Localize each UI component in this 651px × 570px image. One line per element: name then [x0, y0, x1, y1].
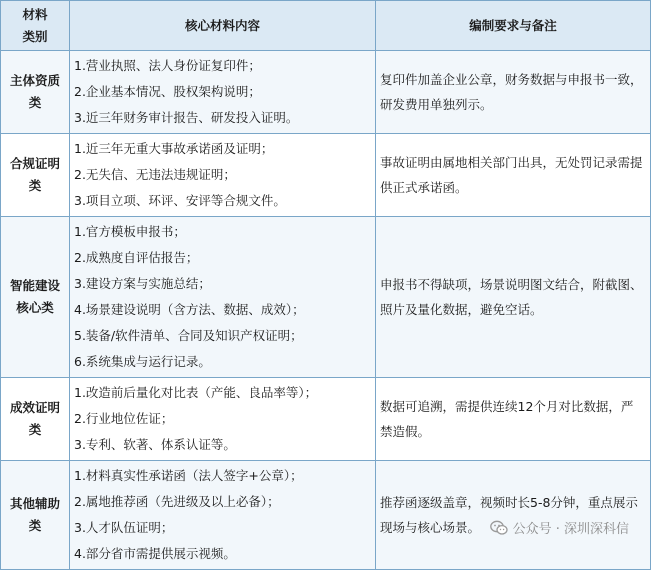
category-cell — [1, 134, 70, 217]
content-item: 4.场景建设说明（含方法、数据、成效）； — [74, 302, 305, 317]
requirement-note-cell: 事故证明由属地相关部门出具，无处罚记录需提供正式承诺函。 — [376, 134, 651, 217]
category-cell — [1, 461, 70, 570]
header-category — [1, 1, 70, 51]
content-item: 6.系统集成与运行记录。 — [74, 354, 211, 369]
requirement-note-cell: 数据可追溯，需提供连续12个月对比数据，严禁造假。 — [376, 378, 651, 461]
header-category-line1: 材料 — [22, 6, 48, 22]
content-item: 1.近三年无重大事故承诺函及证明； — [74, 141, 274, 156]
category-label-line: 类 — [28, 178, 42, 193]
content-item: 3.项目立项、环评、安评等合规文件。 — [74, 193, 286, 208]
watermark — [490, 518, 629, 537]
table-row — [1, 134, 651, 217]
category-label-line: 类 — [28, 422, 42, 437]
header-requirements: 编制要求与备注 — [376, 1, 651, 51]
core-content-cell — [70, 378, 376, 461]
core-content-cell — [70, 461, 376, 570]
core-content-cell — [70, 51, 376, 134]
category-cell — [1, 217, 70, 378]
content-item: 3.近三年财务审计报告、研发投入证明。 — [74, 110, 299, 125]
requirement-note-cell: 申报书不得缺项，场景说明图文结合，附截图、照片及量化数据，避免空话。 — [376, 217, 651, 378]
table-row — [1, 51, 651, 134]
content-item: 3.建设方案与实施总结； — [74, 276, 211, 291]
category-label-line: 类 — [28, 95, 42, 110]
content-item: 1.材料真实性承诺函（法人签字+公章）； — [74, 468, 303, 483]
header-category-line2: 类别 — [22, 28, 48, 44]
content-item: 3.人才队伍证明； — [74, 520, 174, 535]
watermark-text: 公众号 · 深圳深科信 — [512, 522, 629, 537]
core-content-cell — [70, 217, 376, 378]
content-item: 3.专利、软著、体系认证等。 — [74, 437, 236, 452]
category-label-line: 核心类 — [16, 300, 54, 315]
content-item: 2.成熟度自评估报告； — [74, 250, 199, 265]
content-item: 1.营业执照、法人身份证复印件； — [74, 58, 261, 73]
category-label-line: 智能建设 — [9, 278, 60, 293]
category-label-line: 其他辅助 — [9, 496, 60, 511]
category-label-line: 类 — [28, 518, 42, 533]
table-row — [1, 461, 651, 570]
table-row — [1, 378, 651, 461]
table-row — [1, 217, 651, 378]
content-item: 2.属地推荐函（先进级及以上必备）； — [74, 494, 280, 509]
core-content-cell — [70, 134, 376, 217]
content-item: 1.改造前后量化对比表（产能、良品率等）； — [74, 385, 318, 400]
content-item: 2.行业地位佐证； — [74, 411, 174, 426]
requirement-note-cell: 复印件加盖企业公章，财务数据与申报书一致，研发费用单独列示。 — [376, 51, 651, 134]
table-body — [1, 51, 651, 570]
content-item: 2.企业基本情况、股权架构说明； — [74, 84, 261, 99]
category-label-line: 主体资质 — [9, 73, 60, 88]
content-item: 2.无失信、无违法违规证明； — [74, 167, 236, 182]
content-item: 5.装备/软件清单、合同及知识产权证明； — [74, 328, 303, 343]
content-item: 1.官方模板申报书； — [74, 224, 186, 239]
wechat-icon — [490, 520, 508, 536]
category-label-line: 成效证明 — [9, 400, 60, 415]
content-item: 4.部分省市需提供展示视频。 — [74, 546, 236, 561]
requirement-note-cell: 推荐函逐级盖章，视频时长5-8分钟，重点展示现场与核心场景。 — [376, 461, 651, 570]
category-cell — [1, 378, 70, 461]
header-core-content: 核心材料内容 — [70, 1, 376, 51]
table-header-row — [1, 1, 651, 51]
category-label-line: 合规证明 — [9, 156, 60, 171]
category-cell — [1, 51, 70, 134]
